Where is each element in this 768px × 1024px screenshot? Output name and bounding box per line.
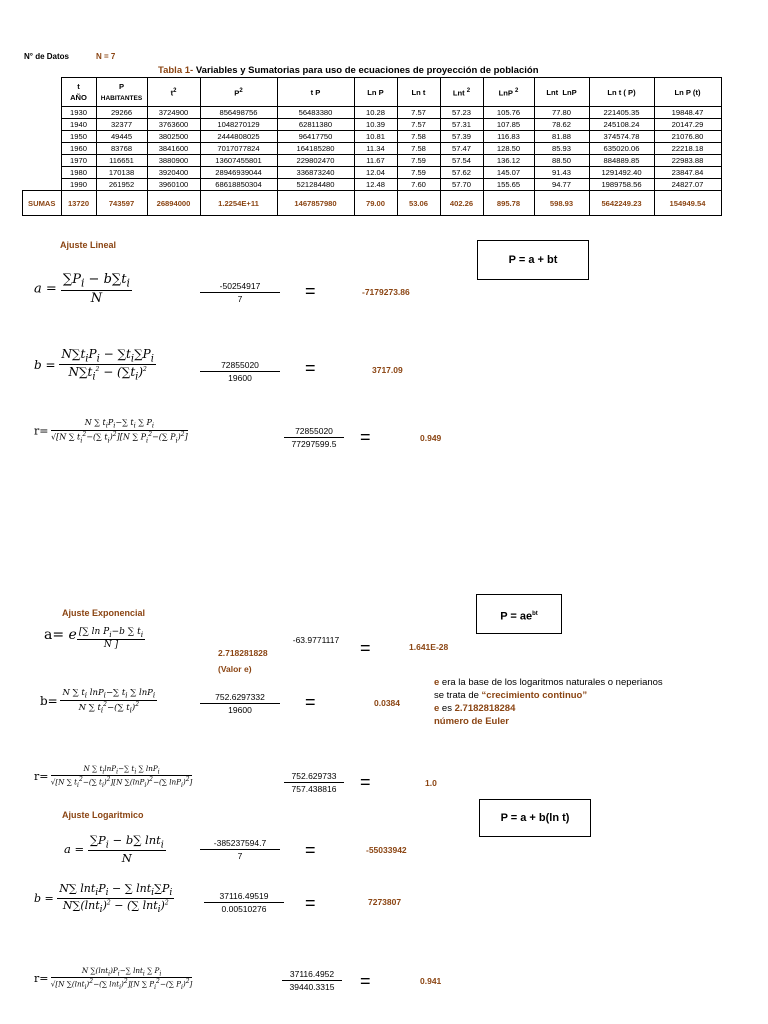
table-cell: 105.76 xyxy=(483,107,534,119)
header-cell: Ln P xyxy=(354,78,397,107)
header-cell: Lnt $^2$ xyxy=(440,78,483,107)
table-cell: 3724900 xyxy=(147,107,200,119)
exponencial-model: P = ae xyxy=(500,610,533,623)
logaritmico-title: Ajuste Logaritmico xyxy=(62,810,144,820)
logaritmico-b-fraction-line xyxy=(204,902,284,903)
euler-note-line4: número de Euler xyxy=(434,716,509,727)
table-body xyxy=(23,107,722,216)
logaritmico-r-denominator: 39440.3315 xyxy=(289,982,335,992)
table-cell: 56483380 xyxy=(277,107,354,119)
exponencial-a-equals: = xyxy=(360,638,371,658)
exponencial-model-sup: bt xyxy=(532,611,538,617)
table-cell: 57.31 xyxy=(440,119,483,131)
table-cell: 7.58 xyxy=(397,131,440,143)
table-number: Tabla 1- xyxy=(158,65,194,76)
table-cell: 1989758.56 xyxy=(589,179,654,191)
logaritmico-b-numerator: 37116.49519 xyxy=(219,891,269,901)
table-cell: 22983.88 xyxy=(654,155,721,167)
logaritmico-b-equals: = xyxy=(305,893,316,913)
table-cell: 116651 xyxy=(96,155,147,167)
lineal-b-fraction-line xyxy=(200,371,280,372)
sumas-cell: 5642249.23 xyxy=(589,191,654,216)
exponencial-r-formula: r= $\frac{N \sum t_i\ln P_i-\sum t_i \sum \ln P_i}{√[N \sum t_i^2-(\sum t_i)^2][N \sum(\ln P_i)^2-(\sum \ln P_i)^2]}$ xyxy=(34,764,193,790)
table-cell: 1950 xyxy=(61,131,96,143)
table-row xyxy=(23,167,722,179)
exponencial-b-numerator: 752.6297332 xyxy=(215,692,265,702)
table-cell: 57.70 xyxy=(440,179,483,191)
sumas-cell: 1467857980 xyxy=(277,191,354,216)
table-cell: 1990 xyxy=(61,179,96,191)
table-cell: 1930 xyxy=(61,107,96,119)
table-cell: 3841600 xyxy=(147,143,200,155)
table-cell: 57.54 xyxy=(440,155,483,167)
table-cell: 3920400 xyxy=(147,167,200,179)
table-cell: 11.34 xyxy=(354,143,397,155)
table-cell: 32377 xyxy=(96,119,147,131)
table-cell: 884889.85 xyxy=(589,155,654,167)
lineal-b-numerator: 72855020 xyxy=(221,360,259,370)
table-cell: 11.67 xyxy=(354,155,397,167)
blank-cell xyxy=(23,143,62,155)
table-cell: 107.85 xyxy=(483,119,534,131)
table-cell: 20147.29 xyxy=(654,119,721,131)
lineal-r-equals: = xyxy=(360,427,371,447)
table-cell: 24827.07 xyxy=(654,179,721,191)
table-cell: 1940 xyxy=(61,119,96,131)
logaritmico-r-equals: = xyxy=(360,971,371,991)
table-cell: 22218.18 xyxy=(654,143,721,155)
table-cell: 116.83 xyxy=(483,131,534,143)
lineal-r-fraction-line xyxy=(284,437,344,438)
sumas-cell: 402.26 xyxy=(440,191,483,216)
table-cell: 3802500 xyxy=(147,131,200,143)
header-cell: $P^2$ xyxy=(200,78,277,107)
table-cell: 57.62 xyxy=(440,167,483,179)
header-cell: Lnt LnP xyxy=(534,78,589,107)
table-row xyxy=(23,131,722,143)
blank-cell xyxy=(23,179,62,191)
table-cell: 10.81 xyxy=(354,131,397,143)
exponencial-e-label: (Valor e) xyxy=(218,664,252,674)
lineal-b-denominator: 19600 xyxy=(228,373,252,383)
lineal-title: Ajuste Lineal xyxy=(60,240,117,250)
sumas-cell: 79.00 xyxy=(354,191,397,216)
table-cell: 94.77 xyxy=(534,179,589,191)
table-cell: 136.12 xyxy=(483,155,534,167)
lineal-b-formula: b = $\frac{N\sum t_iP_i - \sum t_i\sum P_i}{N\sum t_i^2 - (\sum t_i)^2}$ xyxy=(34,347,154,383)
sumas-cell: 1.2254E+11 xyxy=(200,191,277,216)
lineal-r-result: 0.949 xyxy=(420,433,442,443)
table-cell: 88.50 xyxy=(534,155,589,167)
table-header-row xyxy=(23,78,722,107)
table-row xyxy=(23,119,722,131)
table-cell: 57.39 xyxy=(440,131,483,143)
table-title xyxy=(158,65,539,76)
lineal-a-equals: = xyxy=(305,281,316,301)
data-table xyxy=(22,77,722,216)
lineal-b-equals: = xyxy=(305,358,316,378)
table-cell: 164185280 xyxy=(277,143,354,155)
lineal-r-formula: r= $\frac{N \sum t_iP_i-\sum t_i \sum P_i}{√[N \sum t_i^2-(\sum t_i)^2][N \sum P_i^2-(\sum P_i)^2]}$ xyxy=(34,418,188,444)
logaritmico-a-denominator: 7 xyxy=(237,851,243,861)
table-cell: 1970 xyxy=(61,155,96,167)
table-cell: 635020.06 xyxy=(589,143,654,155)
logaritmico-r-formula: r= $\frac{N \sum(\ln t_i)P_i-\sum \ln t_i \sum P_i}{√[N \sum(\ln t_i)^2-(\sum \ln t_i)^2][N \sum P_i^2-(\sum P_i)^2]}$ xyxy=(34,966,193,992)
exponencial-b-denominator: 19600 xyxy=(228,705,252,715)
lineal-a-denominator: 7 xyxy=(237,294,243,304)
logaritmico-b-denominator: 0.00510276 xyxy=(221,904,267,914)
table-cell: 374574.78 xyxy=(589,131,654,143)
logaritmico-a-result: -55033942 xyxy=(366,845,407,855)
n-value: N = 7 xyxy=(96,52,116,61)
euler-note-line3b: es xyxy=(439,703,455,714)
exponencial-b-equals: = xyxy=(305,692,316,712)
euler-note-line2b: “crecimiento continuo” xyxy=(481,690,588,701)
exponencial-r-fraction-line xyxy=(284,782,344,783)
table-cell: 62811380 xyxy=(277,119,354,131)
table-cell: 81.88 xyxy=(534,131,589,143)
table-cell: 13607455801 xyxy=(200,155,277,167)
n-datos-label: N° de Datos xyxy=(24,52,69,61)
header-cell: t P xyxy=(277,78,354,107)
table-cell: 1980 xyxy=(61,167,96,179)
table-cell: 28946939044 xyxy=(200,167,277,179)
table-cell: 145.07 xyxy=(483,167,534,179)
table-cell: 261952 xyxy=(96,179,147,191)
exponencial-r-numerator: 752.629733 xyxy=(291,771,337,781)
table-cell: 12.48 xyxy=(354,179,397,191)
table-cell: 96417750 xyxy=(277,131,354,143)
exponencial-b-result: 0.0384 xyxy=(374,698,400,708)
exponencial-r-result: 1.0 xyxy=(425,778,437,788)
exponencial-a-formula: a= e $\frac{[\sum \ln P_i-b \sum t_i}{N ]}$ xyxy=(44,627,144,650)
logaritmico-r-result: 0.941 xyxy=(420,976,442,986)
table-cell: 19848.47 xyxy=(654,107,721,119)
table-cell: 221405.35 xyxy=(589,107,654,119)
sumas-cell: 895.78 xyxy=(483,191,534,216)
header-cell: Ln t xyxy=(397,78,440,107)
table-cell: 68618850304 xyxy=(200,179,277,191)
table-cell: 7017077824 xyxy=(200,143,277,155)
exponencial-a-result: 1.641E-28 xyxy=(409,642,449,652)
euler-note-line2a: se trata de xyxy=(434,690,482,701)
header-cell: Ln P (t) xyxy=(654,78,721,107)
exponencial-b-formula: b= $\frac{N \sum t_i \ln P_i-\sum t_i \sum \ln P_i}{N \sum t_i^2-(\sum t_i)^2}$ xyxy=(40,688,156,715)
table-cell: 336873240 xyxy=(277,167,354,179)
table-cell: 7.59 xyxy=(397,155,440,167)
logaritmico-r-numerator: 37116.4952 xyxy=(289,969,335,979)
exponencial-r-denominator: 757.438816 xyxy=(291,784,337,794)
sumas-cell: 53.06 xyxy=(397,191,440,216)
table-cell: 856498756 xyxy=(200,107,277,119)
table-cell: 85.93 xyxy=(534,143,589,155)
table-cell: 229802470 xyxy=(277,155,354,167)
table-cell: 1960 xyxy=(61,143,96,155)
table-cell: 3960100 xyxy=(147,179,200,191)
lineal-model-box: P = a + bt xyxy=(477,240,589,280)
table-cell: 91.43 xyxy=(534,167,589,179)
logaritmico-a-numerator: -385237594.7 xyxy=(213,838,267,848)
table-row xyxy=(23,107,722,119)
sumas-row xyxy=(23,191,722,216)
euler-note xyxy=(434,676,663,728)
table-cell: 2444808025 xyxy=(200,131,277,143)
lineal-a-numerator: -50254917 xyxy=(219,281,261,291)
lineal-b-result: 3717.09 xyxy=(372,365,403,375)
logaritmico-a-formula: a = $\frac{\sum P_i - b\sum \ln t_i}{N}$ xyxy=(64,833,164,866)
exponencial-r-equals: = xyxy=(360,772,371,792)
table-cell: 57.23 xyxy=(440,107,483,119)
table-cell: 170138 xyxy=(96,167,147,179)
lineal-r-denominator: 77297599.5 xyxy=(291,439,337,449)
lineal-a-result: -7179273.86 xyxy=(362,287,410,297)
exponencial-b-fraction-line xyxy=(200,703,280,704)
table-cell: 245108.24 xyxy=(589,119,654,131)
exponencial-a-exponent: -63.9771117 xyxy=(292,635,340,645)
sumas-cell: 13720 xyxy=(61,191,96,216)
logaritmico-r-fraction-line xyxy=(282,980,342,981)
logaritmico-a-fraction-line xyxy=(200,849,280,850)
blank-cell xyxy=(23,155,62,167)
logaritmico-b-result: 7273807 xyxy=(368,897,402,907)
exponencial-title: Ajuste Exponencial xyxy=(62,608,146,618)
table-cell: 3763600 xyxy=(147,119,200,131)
table-row xyxy=(23,155,722,167)
table-cell: 3880900 xyxy=(147,155,200,167)
table-cell: 521284480 xyxy=(277,179,354,191)
sumas-cell: 26894000 xyxy=(147,191,200,216)
table-cell: 7.59 xyxy=(397,167,440,179)
table-cell: 29266 xyxy=(96,107,147,119)
blank-cell xyxy=(23,131,62,143)
table-cell: 57.47 xyxy=(440,143,483,155)
table-row xyxy=(23,179,722,191)
lineal-r-numerator: 72855020 xyxy=(295,426,333,436)
table-cell: 78.62 xyxy=(534,119,589,131)
table-cell: 23847.84 xyxy=(654,167,721,179)
table-cell: 1048270129 xyxy=(200,119,277,131)
header-cell: $t^2$ xyxy=(147,78,200,107)
table-cell: 21076.80 xyxy=(654,131,721,143)
euler-note-e: e xyxy=(434,677,440,688)
lineal-a-fraction-line xyxy=(200,292,280,293)
lineal-a-formula: a = $\frac{\sum P_i - b\sum t_i}{N}$ xyxy=(34,272,130,306)
table-cell: 1291492.40 xyxy=(589,167,654,179)
euler-note-line3c: 2.7182818284 xyxy=(454,703,516,714)
table-cell: 83768 xyxy=(96,143,147,155)
table-cell: 10.28 xyxy=(354,107,397,119)
logaritmico-b-formula: b = $\frac{N\sum \ln t_iP_i - \sum \ln t_i\sum P_i}{N\sum(\ln t_i)^2 - (\sum \ln t_i)^2}$ xyxy=(34,882,173,916)
logaritmico-a-equals: = xyxy=(305,840,316,860)
blank-cell xyxy=(23,119,62,131)
table-cell: 77.80 xyxy=(534,107,589,119)
table-cell: 10.39 xyxy=(354,119,397,131)
exponencial-model-box xyxy=(476,594,562,634)
table-cell: 12.04 xyxy=(354,167,397,179)
blank-cell xyxy=(23,167,62,179)
header-cell: P HABITANTES xyxy=(96,78,147,107)
sumas-cell: 743597 xyxy=(96,191,147,216)
table-row xyxy=(23,143,722,155)
table-title-text: Variables y Sumatorias para uso de ecuaciones de proyección de población xyxy=(193,65,539,76)
table-cell: 7.57 xyxy=(397,107,440,119)
table-cell: 7.60 xyxy=(397,179,440,191)
table-cell: 7.58 xyxy=(397,143,440,155)
header-cell: LnP $^2$ xyxy=(483,78,534,107)
header-cell: t AÑO xyxy=(61,78,96,107)
sumas-cell: 154949.54 xyxy=(654,191,721,216)
blank-header-cell xyxy=(23,78,62,107)
table-cell: 128.50 xyxy=(483,143,534,155)
euler-note-line3a: e xyxy=(434,703,440,714)
exponencial-e-value: 2.718281828 xyxy=(218,648,268,658)
table-cell: 7.57 xyxy=(397,119,440,131)
sumas-cell: 598.93 xyxy=(534,191,589,216)
blank-cell xyxy=(23,107,62,119)
sumas-label: SUMAS xyxy=(23,191,62,216)
table-cell: 49445 xyxy=(96,131,147,143)
header-cell: Ln t ( P) xyxy=(589,78,654,107)
logaritmico-model-box: P = a + b(ln t) xyxy=(479,799,591,837)
table-cell: 155.65 xyxy=(483,179,534,191)
euler-note-line1: era la base de los logaritmos naturales o neperianos xyxy=(439,677,663,688)
